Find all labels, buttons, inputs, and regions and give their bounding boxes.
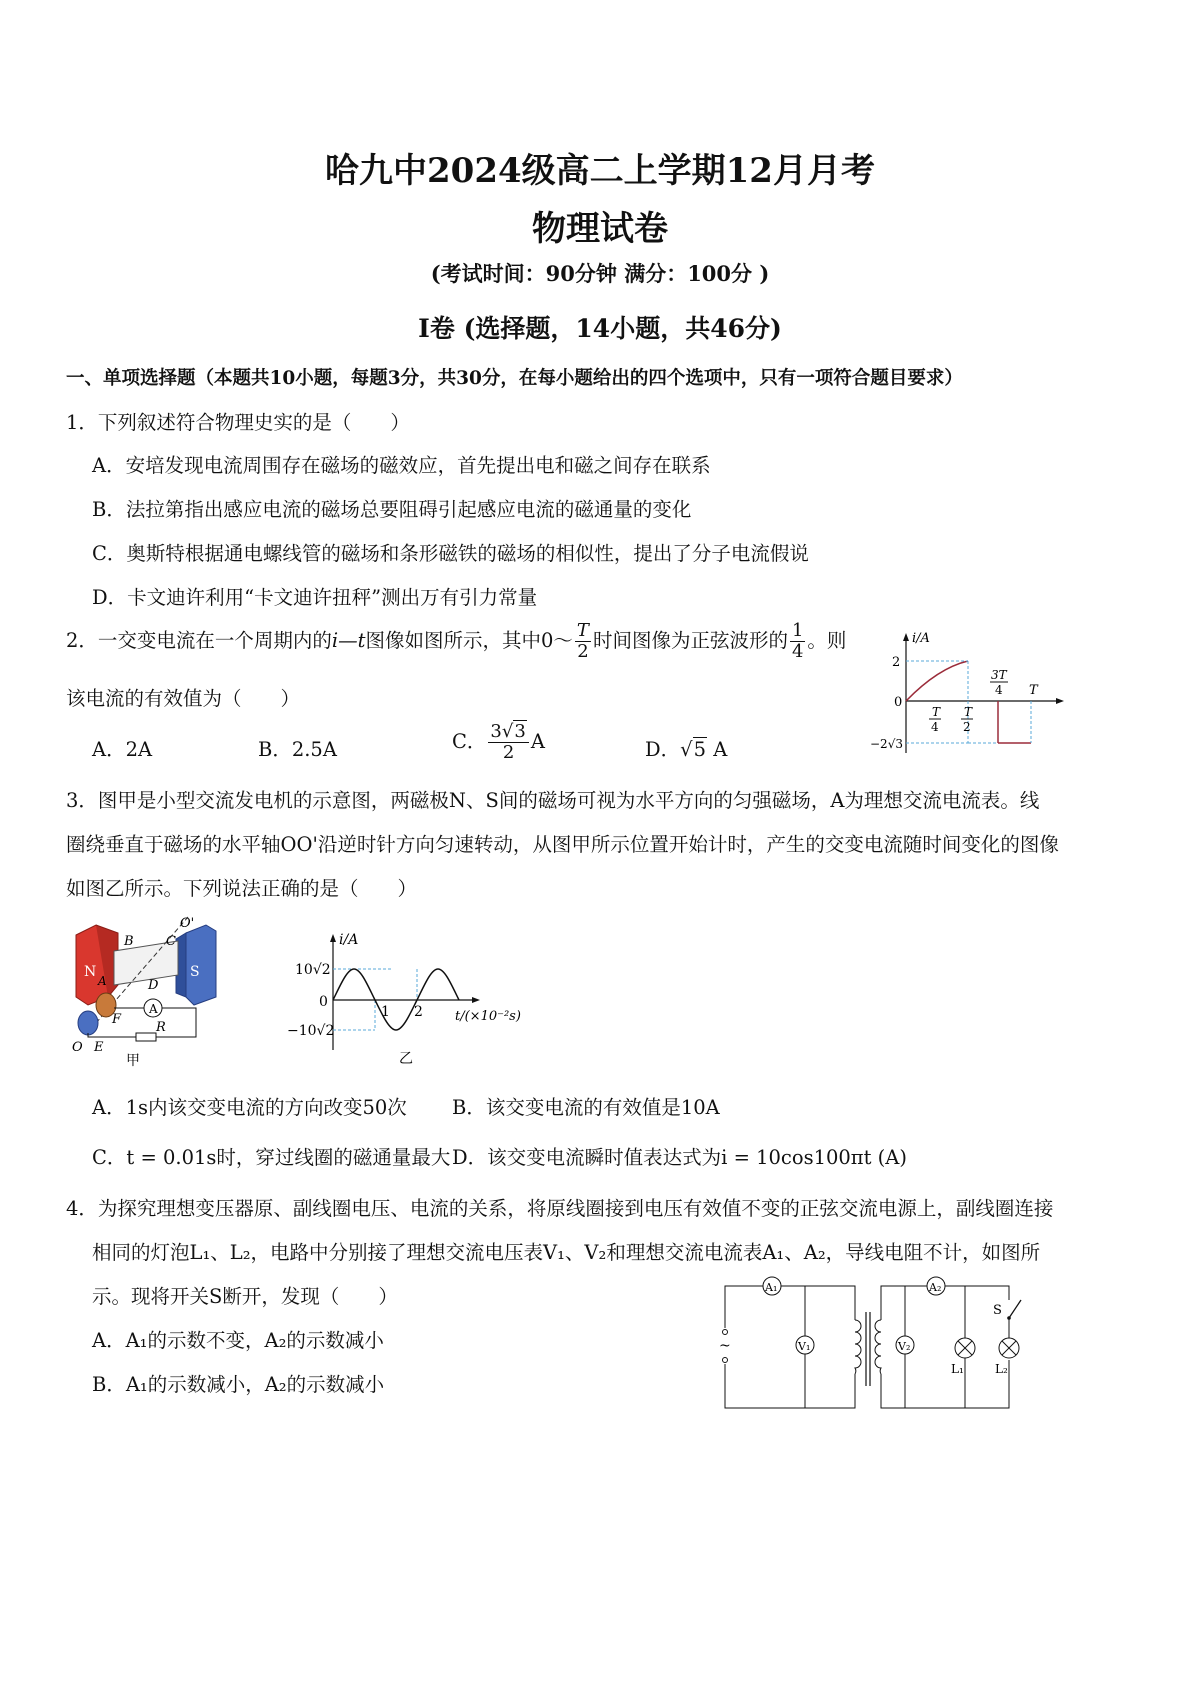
question-3-option-b: B．该交变电流的有效值是10A [452,1096,720,1119]
label-s: S [993,1303,1002,1318]
question-3-option-a: A．1s内该交变电流的方向改变50次 [92,1096,407,1119]
sine-current-graph [285,928,535,1068]
q2-stem-part2: 图像如图所示，其中0～ [365,629,573,652]
label-d: D [148,978,159,993]
question-4-option-b: B．A₁的示数减小，A₂的示数减小 [92,1373,385,1396]
y-tick-zero: 0 [894,695,903,710]
exam-info: (考试时间：90分钟 满分：100分 ) [430,261,770,286]
question-2-option-a: A．2A [92,738,153,761]
radicand: 5 [693,738,706,761]
question-3-line2: 圈绕垂直于磁场的水平轴OO'沿逆时针方向匀速转动，从图甲所示位置开始计时，产生的交变电流随时间变化的图像 [66,833,1059,856]
label-a: A [98,974,107,988]
label-c: C [166,934,176,949]
wire [725,1364,855,1408]
question-4-line1: 4．为探究理想变压器原、副线圈电压、电流的关系，将原线圈接到电压有效值不变的正弦交流电源上，副线圈连接 [66,1197,1054,1220]
y-tick-top: 10√2 [295,962,331,978]
generator-diagram [66,905,246,1070]
y-tick-bottom: −2√3 [870,737,903,751]
question-3-option-c: C．t = 0.01s时，穿过线圈的磁通量最大 [92,1146,451,1169]
slip-ring [78,1011,98,1035]
fraction-numerator: 1 [791,620,804,641]
fraction-denominator: 2 [577,641,589,662]
question-2-it-graph [868,628,1068,758]
label-r: R [156,1020,166,1035]
terminal [723,1330,728,1335]
label-a1: A₁ [765,1281,778,1294]
option-prefix: C． [452,730,487,753]
resistor-icon [136,1033,156,1041]
transformer-circuit [715,1270,1045,1420]
q2-stem-part4: 。则 [807,629,847,652]
wire [945,1286,1009,1300]
option-prefix: D． [645,738,681,761]
section-heading: 一、单项选择题（本题共10小题，每题3分，共30分，在每小题给出的四个选项中，只有一项符合题目要求） [66,368,963,389]
wire [881,1360,1009,1408]
q2-stem-part1: 2．一交变电流在一个周期内的 [66,629,332,652]
wire [725,1286,763,1328]
figure-caption-jia: 甲 [126,1053,140,1069]
y-tick-zero: 0 [319,994,328,1010]
question-2-option-b: B．2.5A [258,738,337,761]
unit: A [530,730,545,753]
question-1-option-d: D．卡文迪许利用“卡文迪许扭秤”测出万有引力常量 [92,586,538,609]
question-3-line3: 如图乙所示。下列说法正确的是（ ） [66,877,418,900]
question-4-line2: 相同的灯泡L₁、L₂，电路中分别接了理想交流电压表V₁、V₂和理想交流电流表A₁、A₂，导线电阻不计，如图所 [92,1241,1041,1264]
fraction-denominator: 4 [791,641,804,662]
label-n: N [84,964,97,980]
label-v2: V₂ [898,1340,911,1353]
question-4-line3: 示。现将开关S断开，发现（ ） [92,1285,398,1308]
fraction-numerator: 3√3 [488,722,528,743]
label-o-prime: O' [180,916,195,931]
y-axis-arrow [330,934,336,942]
radicand: 3 [514,721,526,742]
question-3-option-d: D．该交变电流瞬时值表达式为i = 10cos100πt (A) [452,1146,907,1169]
label-a2: A₂ [929,1281,942,1294]
label-b: B [124,934,134,949]
x-tick-t: T [1029,683,1038,698]
question-2-option-c [452,722,545,763]
x-axis-arrow [1056,698,1064,704]
x-axis-arrow [472,997,480,1003]
y-axis-label: i/A [912,631,930,646]
wire [781,1286,855,1320]
x-tick-t4-num: T [932,705,941,719]
q2-fraction-t-over-2 [575,621,591,662]
wire [88,1033,136,1037]
q2-stem-part3: 时间图像为正弦波形的 [592,629,788,652]
figure-caption-yi: 乙 [399,1051,413,1067]
exam-title: 哈九中2024级高二上学期12月月考 [325,151,875,191]
question-2-stem [66,621,846,662]
wire [881,1286,927,1320]
x-tick-1: 1 [381,1004,390,1020]
switch-s-icon [1009,1300,1021,1318]
x-tick-t2-num: T [964,705,973,719]
q2-fraction-1-over-4 [790,621,805,662]
x-tick-t2-den: 2 [963,720,971,734]
fraction-denominator: 2 [502,742,515,763]
question-2-option-d: D．√5 A [645,738,728,761]
question-1-stem: 1．下列叙述符合物理史实的是（ ） [66,411,410,434]
label-e: E [94,1040,104,1055]
label-v1: V₁ [798,1340,811,1353]
option-c-fraction [488,722,528,763]
ammeter-label: A [149,1002,158,1016]
secondary-coil [875,1320,881,1374]
ac-source-symbol: ~ [719,1338,731,1354]
coefficient: 3 [490,721,502,742]
unit: A [713,738,728,761]
x-tick-t4-den: 4 [931,720,939,734]
y-tick-bottom: −10√2 [287,1023,335,1039]
terminal [723,1358,728,1363]
label-l1: L₁ [951,1362,964,1376]
label-f: F [112,1012,122,1027]
x-axis-label: t/(×10⁻²s) [455,1009,521,1024]
label-o: O [72,1040,83,1055]
fraction-numerator: T [576,620,589,641]
question-1-option-c: C．奥斯特根据通电螺线管的磁场和条形磁铁的磁场的相似性，提出了分子电流假说 [92,542,809,565]
volume-heading: I卷 (选择题，14小题，共46分) [418,314,782,343]
label-s: S [190,964,200,980]
sine-quarter-wave [906,661,968,701]
question-1-option-a: A．安培发现电流周围存在磁场的磁效应，首先提出电和磁之间存在联系 [92,454,711,477]
label-l2: L₂ [995,1362,1008,1376]
question-3-line1: 3．图甲是小型交流发电机的示意图，两磁极N、S间的磁场可视为水平方向的匀强磁场，A为理想交流电流表。线 [66,789,1040,812]
y-axis-arrow [903,633,909,641]
x-tick-2: 2 [414,1004,423,1020]
primary-coil [855,1320,861,1374]
question-1-option-b: B．法拉第指出感应电流的磁场总要阻碍引起感应电流的磁通量的变化 [92,498,692,521]
q2-stem-variable: i—t [331,629,366,652]
y-tick-top: 2 [892,655,901,670]
question-4-option-a: A．A₁的示数不变，A₂的示数减小 [92,1329,384,1352]
x-tick-3t4-den: 4 [995,683,1003,697]
question-2-stem-line2: 该电流的有效值为（ ） [66,687,301,710]
y-axis-label: i/A [339,932,359,948]
exam-subtitle: 物理试卷 [532,209,668,249]
x-tick-3t4-num: 3T [991,668,1007,682]
